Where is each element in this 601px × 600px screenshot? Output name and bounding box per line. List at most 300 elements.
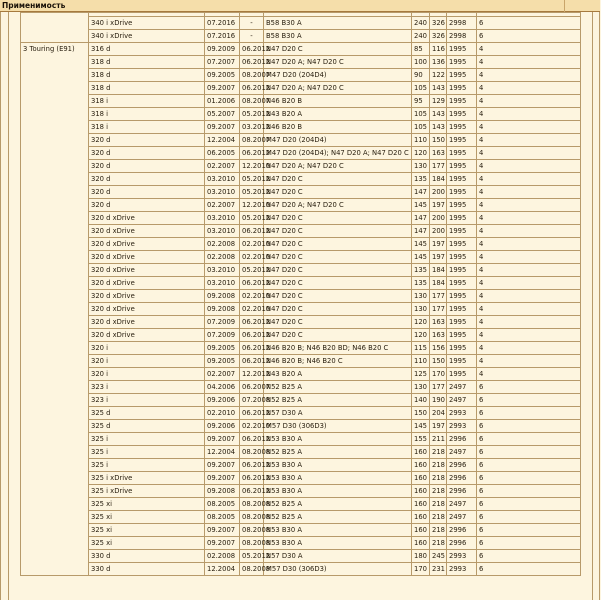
table-row xyxy=(21,524,581,537)
engine-cell: N47 D20 C xyxy=(264,212,412,225)
model-cell: 320 i xyxy=(89,342,205,355)
hp-cell: 156 xyxy=(430,342,447,355)
to-cell: 06.2012 xyxy=(240,485,264,498)
ccm-cell: 1995 xyxy=(447,342,477,355)
hp-cell: 204 xyxy=(430,407,447,420)
hp-cell: 218 xyxy=(430,498,447,511)
kw-cell: 120 xyxy=(412,147,430,160)
ccm-cell: 2996 xyxy=(447,524,477,537)
kw-cell: 130 xyxy=(412,290,430,303)
model-cell: 318 d xyxy=(89,56,205,69)
table-row xyxy=(21,290,581,303)
cyl-cell: 4 xyxy=(477,329,581,342)
model-cell: 325 i xyxy=(89,433,205,446)
cyl-cell: 4 xyxy=(477,69,581,82)
kw-cell: 135 xyxy=(412,277,430,290)
model-cell: 325 xi xyxy=(89,524,205,537)
ccm-cell: 2993 xyxy=(447,407,477,420)
applicability-table xyxy=(20,12,581,576)
from-cell: 12.2004 xyxy=(205,446,240,459)
from-cell: 09.2007 xyxy=(205,537,240,550)
hp-cell: 143 xyxy=(430,121,447,134)
from-cell: 09.2009 xyxy=(205,43,240,56)
table-row xyxy=(21,511,581,524)
hp-cell: 163 xyxy=(430,316,447,329)
from-cell: 09.2007 xyxy=(205,472,240,485)
hp-cell: 218 xyxy=(430,472,447,485)
table-row xyxy=(21,69,581,82)
model-cell: 318 i xyxy=(89,95,205,108)
model-cell: 320 d xyxy=(89,147,205,160)
kw-cell: 95 xyxy=(412,95,430,108)
cyl-cell: 4 xyxy=(477,290,581,303)
from-cell: 08.2005 xyxy=(205,498,240,511)
engine-cell: N57 D30 A xyxy=(264,550,412,563)
to-cell: 06.2012 xyxy=(240,459,264,472)
kw-cell: 100 xyxy=(412,56,430,69)
model-cell: 325 i xyxy=(89,459,205,472)
from-cell: 03.2010 xyxy=(205,225,240,238)
to-cell: 05.2012 xyxy=(240,173,264,186)
kw-cell: 105 xyxy=(412,108,430,121)
model-cell: 318 i xyxy=(89,108,205,121)
kw-cell: 170 xyxy=(412,563,430,576)
cyl-cell: 6 xyxy=(477,485,581,498)
kw-cell: 130 xyxy=(412,160,430,173)
table-row xyxy=(21,56,581,69)
engine-cell: N57 D30 A xyxy=(264,407,412,420)
kw-cell: 160 xyxy=(412,511,430,524)
frame-left-inner-line xyxy=(8,12,9,600)
engine-cell: N47 D20 C xyxy=(264,303,412,316)
hp-cell: 136 xyxy=(430,56,447,69)
ccm-cell: 2996 xyxy=(447,472,477,485)
to-cell: 02.2010 xyxy=(240,238,264,251)
table-row xyxy=(21,303,581,316)
hp-cell: 197 xyxy=(430,251,447,264)
kw-cell: 240 xyxy=(412,17,430,30)
table-row xyxy=(21,160,581,173)
table-row xyxy=(21,212,581,225)
to-cell: 02.2010 xyxy=(240,420,264,433)
hp-cell: 177 xyxy=(430,381,447,394)
kw-cell: 130 xyxy=(412,303,430,316)
model-cell: 318 d xyxy=(89,69,205,82)
kw-cell: 160 xyxy=(412,459,430,472)
kw-cell: 135 xyxy=(412,173,430,186)
engine-cell: N47 D20 C xyxy=(264,238,412,251)
ccm-cell: 1995 xyxy=(447,69,477,82)
table-row xyxy=(21,82,581,95)
to-cell: 05.2012 xyxy=(240,108,264,121)
kw-cell: 147 xyxy=(412,212,430,225)
ccm-cell: 2998 xyxy=(447,30,477,43)
ccm-cell: 2993 xyxy=(447,420,477,433)
ccm-cell: 1995 xyxy=(447,186,477,199)
cyl-cell: 4 xyxy=(477,316,581,329)
engine-cell: N47 D20 C xyxy=(264,225,412,238)
from-cell: 03.2010 xyxy=(205,173,240,186)
ccm-cell: 1995 xyxy=(447,264,477,277)
hp-cell: 143 xyxy=(430,108,447,121)
cyl-cell: 4 xyxy=(477,134,581,147)
to-cell: 08.2007 xyxy=(240,69,264,82)
cyl-cell: 4 xyxy=(477,368,581,381)
to-cell: 06.2012 xyxy=(240,277,264,290)
model-cell: 325 i xyxy=(89,446,205,459)
from-cell: 12.2004 xyxy=(205,134,240,147)
engine-cell: N53 B30 A xyxy=(264,485,412,498)
kw-cell: 145 xyxy=(412,199,430,212)
to-cell: 07.2008 xyxy=(240,394,264,407)
table-row xyxy=(21,459,581,472)
hp-cell: 129 xyxy=(430,95,447,108)
from-cell: 09.2005 xyxy=(205,355,240,368)
from-cell: 02.2008 xyxy=(205,550,240,563)
engine-cell: N46 B20 B; N46 B20 C xyxy=(264,355,412,368)
to-cell: 06.2012 xyxy=(240,329,264,342)
ccm-cell: 2497 xyxy=(447,446,477,459)
kw-cell: 120 xyxy=(412,329,430,342)
table-row xyxy=(21,199,581,212)
cyl-cell: 4 xyxy=(477,43,581,56)
to-cell: 05.2012 xyxy=(240,264,264,277)
to-cell: - xyxy=(240,30,264,43)
ccm-cell: 1995 xyxy=(447,56,477,69)
to-cell: 12.2012 xyxy=(240,368,264,381)
cyl-cell: 6 xyxy=(477,17,581,30)
hp-cell: 177 xyxy=(430,303,447,316)
to-cell: - xyxy=(240,17,264,30)
from-cell: 09.2008 xyxy=(205,303,240,316)
kw-cell: 160 xyxy=(412,446,430,459)
engine-cell: N47 D20 C xyxy=(264,186,412,199)
hp-cell: 163 xyxy=(430,147,447,160)
table-row xyxy=(21,43,581,56)
table-row xyxy=(21,251,581,264)
engine-cell: N47 D20 C xyxy=(264,277,412,290)
model-cell: 320 d xDrive xyxy=(89,303,205,316)
ccm-cell: 1995 xyxy=(447,43,477,56)
ccm-cell: 1995 xyxy=(447,160,477,173)
table-row xyxy=(21,186,581,199)
engine-cell: N53 B30 A xyxy=(264,537,412,550)
engine-cell: N47 D20 C xyxy=(264,290,412,303)
model-cell: 325 xi xyxy=(89,511,205,524)
header-right-cell xyxy=(564,0,601,12)
engine-cell: M47 D20 (204D4) xyxy=(264,134,412,147)
from-cell: 07.2016 xyxy=(205,17,240,30)
table-row xyxy=(21,472,581,485)
from-cell: 03.2010 xyxy=(205,186,240,199)
cyl-cell: 6 xyxy=(477,550,581,563)
to-cell: 12.2010 xyxy=(240,199,264,212)
engine-cell: N47 D20 A; N47 D20 C xyxy=(264,56,412,69)
engine-cell: N53 B30 A xyxy=(264,524,412,537)
ccm-cell: 1995 xyxy=(447,368,477,381)
cyl-cell: 4 xyxy=(477,82,581,95)
engine-cell: N47 D20 C xyxy=(264,43,412,56)
from-cell: 02.2008 xyxy=(205,238,240,251)
frame-left-line xyxy=(0,12,1,600)
to-cell: 06.2012 xyxy=(240,225,264,238)
engine-cell: N47 D20 C xyxy=(264,264,412,277)
cyl-cell: 4 xyxy=(477,199,581,212)
kw-cell: 105 xyxy=(412,82,430,95)
cyl-cell: 6 xyxy=(477,524,581,537)
engine-cell: M47 D20 (204D4) xyxy=(264,69,412,82)
to-cell: 02.2010 xyxy=(240,290,264,303)
from-cell: 09.2005 xyxy=(205,342,240,355)
table-row xyxy=(21,30,581,43)
to-cell: 08.2008 xyxy=(240,511,264,524)
to-cell: 12.2010 xyxy=(240,160,264,173)
from-cell: 09.2007 xyxy=(205,82,240,95)
ccm-cell: 2996 xyxy=(447,537,477,550)
hp-cell: 218 xyxy=(430,446,447,459)
table-row xyxy=(21,394,581,407)
to-cell: 06.2012 xyxy=(240,355,264,368)
table-row xyxy=(21,368,581,381)
hp-cell: 143 xyxy=(430,82,447,95)
to-cell: 06.2007 xyxy=(240,381,264,394)
ccm-cell: 2993 xyxy=(447,550,477,563)
engine-cell: N52 B25 A xyxy=(264,498,412,511)
table-row xyxy=(21,173,581,186)
model-cell: 320 d xDrive xyxy=(89,290,205,303)
model-cell: 320 d xyxy=(89,134,205,147)
from-cell: 03.2010 xyxy=(205,212,240,225)
table-row xyxy=(21,381,581,394)
to-cell: 06.2012 xyxy=(240,147,264,160)
table-row xyxy=(21,238,581,251)
ccm-cell: 2497 xyxy=(447,394,477,407)
ccm-cell: 1995 xyxy=(447,290,477,303)
from-cell: 04.2006 xyxy=(205,381,240,394)
engine-cell: B58 B30 A xyxy=(264,30,412,43)
table-row xyxy=(21,277,581,290)
engine-cell: N53 B30 A xyxy=(264,459,412,472)
hp-cell: 326 xyxy=(430,17,447,30)
table-row xyxy=(21,355,581,368)
hp-cell: 177 xyxy=(430,290,447,303)
applicability-header xyxy=(0,0,600,12)
table-row xyxy=(21,446,581,459)
hp-cell: 122 xyxy=(430,69,447,82)
model-cell: 320 d xDrive xyxy=(89,225,205,238)
model-cell: 325 i xDrive xyxy=(89,485,205,498)
hp-cell: 200 xyxy=(430,225,447,238)
to-cell: 06.2012 xyxy=(240,82,264,95)
hp-cell: 218 xyxy=(430,524,447,537)
engine-cell: N43 B20 A xyxy=(264,108,412,121)
cyl-cell: 6 xyxy=(477,433,581,446)
from-cell: 09.2008 xyxy=(205,290,240,303)
cyl-cell: 6 xyxy=(477,394,581,407)
engine-cell: N46 B20 B; N46 B20 BD; N46 B20 C xyxy=(264,342,412,355)
ccm-cell: 1995 xyxy=(447,251,477,264)
ccm-cell: 2996 xyxy=(447,433,477,446)
to-cell: 08.2008 xyxy=(240,537,264,550)
ccm-cell: 2993 xyxy=(447,563,477,576)
cyl-cell: 6 xyxy=(477,420,581,433)
cyl-cell: 4 xyxy=(477,238,581,251)
hp-cell: 197 xyxy=(430,199,447,212)
engine-cell: N46 B20 B xyxy=(264,121,412,134)
ccm-cell: 1995 xyxy=(447,173,477,186)
from-cell: 02.2010 xyxy=(205,407,240,420)
ccm-cell: 1995 xyxy=(447,95,477,108)
hp-cell: 218 xyxy=(430,485,447,498)
model-cell: 320 d xDrive xyxy=(89,238,205,251)
from-cell: 07.2007 xyxy=(205,56,240,69)
hp-cell: 150 xyxy=(430,134,447,147)
from-cell: 03.2010 xyxy=(205,277,240,290)
hp-cell: 184 xyxy=(430,277,447,290)
group-cell: 3 Touring (E91) xyxy=(21,43,89,576)
model-cell: 325 d xyxy=(89,420,205,433)
from-cell: 06.2005 xyxy=(205,147,240,160)
header-title: Применимость xyxy=(2,1,66,10)
engine-cell: B58 B30 A xyxy=(264,17,412,30)
kw-cell: 110 xyxy=(412,355,430,368)
ccm-cell: 1995 xyxy=(447,355,477,368)
ccm-cell: 1995 xyxy=(447,212,477,225)
kw-cell: 160 xyxy=(412,524,430,537)
kw-cell: 90 xyxy=(412,69,430,82)
cyl-cell: 6 xyxy=(477,537,581,550)
kw-cell: 140 xyxy=(412,394,430,407)
engine-cell: M57 D30 (306D3) xyxy=(264,563,412,576)
model-cell: 318 d xyxy=(89,82,205,95)
hp-cell: 245 xyxy=(430,550,447,563)
engine-cell: N52 B25 A xyxy=(264,511,412,524)
engine-cell: N46 B20 B xyxy=(264,95,412,108)
from-cell: 12.2004 xyxy=(205,563,240,576)
to-cell: 08.2007 xyxy=(240,95,264,108)
to-cell: 08.2007 xyxy=(240,134,264,147)
hp-cell: 218 xyxy=(430,511,447,524)
table-row xyxy=(21,498,581,511)
from-cell: 09.2008 xyxy=(205,485,240,498)
from-cell: 09.2005 xyxy=(205,69,240,82)
table-row xyxy=(21,134,581,147)
cyl-cell: 4 xyxy=(477,173,581,186)
model-cell: 320 d xyxy=(89,199,205,212)
cyl-cell: 4 xyxy=(477,160,581,173)
table-row xyxy=(21,407,581,420)
table-row xyxy=(21,550,581,563)
table-row xyxy=(21,433,581,446)
table-row xyxy=(21,225,581,238)
table-row xyxy=(21,537,581,550)
cyl-cell: 4 xyxy=(477,186,581,199)
ccm-cell: 1995 xyxy=(447,121,477,134)
ccm-cell: 1995 xyxy=(447,147,477,160)
kw-cell: 160 xyxy=(412,537,430,550)
table-row xyxy=(21,420,581,433)
model-cell: 320 d xDrive xyxy=(89,329,205,342)
from-cell: 09.2007 xyxy=(205,524,240,537)
to-cell: 06.2012 xyxy=(240,433,264,446)
hp-cell: 200 xyxy=(430,212,447,225)
frame-right-line xyxy=(599,12,600,600)
table-row xyxy=(21,264,581,277)
model-cell: 320 d xDrive xyxy=(89,264,205,277)
table-row xyxy=(21,147,581,160)
model-cell: 340 i xDrive xyxy=(89,17,205,30)
from-cell: 02.2008 xyxy=(205,251,240,264)
ccm-cell: 2996 xyxy=(447,459,477,472)
cyl-cell: 6 xyxy=(477,498,581,511)
hp-cell: 190 xyxy=(430,394,447,407)
from-cell: 08.2005 xyxy=(205,511,240,524)
model-cell: 318 i xyxy=(89,121,205,134)
applicability-rows xyxy=(21,13,581,576)
from-cell: 09.2007 xyxy=(205,433,240,446)
hp-cell: 184 xyxy=(430,173,447,186)
ccm-cell: 1995 xyxy=(447,277,477,290)
ccm-cell: 1995 xyxy=(447,82,477,95)
model-cell: 320 d xDrive xyxy=(89,251,205,264)
cyl-cell: 4 xyxy=(477,121,581,134)
from-cell: 02.2007 xyxy=(205,160,240,173)
engine-cell: N52 B25 A xyxy=(264,381,412,394)
kw-cell: 135 xyxy=(412,264,430,277)
kw-cell: 160 xyxy=(412,472,430,485)
to-cell: 08.2008 xyxy=(240,563,264,576)
cyl-cell: 4 xyxy=(477,147,581,160)
kw-cell: 180 xyxy=(412,550,430,563)
kw-cell: 125 xyxy=(412,368,430,381)
ccm-cell: 1995 xyxy=(447,238,477,251)
cyl-cell: 4 xyxy=(477,355,581,368)
engine-cell: N47 D20 A; N47 D20 C xyxy=(264,82,412,95)
table-row xyxy=(21,121,581,134)
model-cell: 320 d xyxy=(89,160,205,173)
cyl-cell: 6 xyxy=(477,407,581,420)
from-cell: 09.2007 xyxy=(205,121,240,134)
frame-right-inner-line xyxy=(592,12,593,600)
cyl-cell: 4 xyxy=(477,108,581,121)
kw-cell: 160 xyxy=(412,485,430,498)
cyl-cell: 4 xyxy=(477,264,581,277)
table-row xyxy=(21,95,581,108)
hp-cell: 184 xyxy=(430,264,447,277)
from-cell: 01.2006 xyxy=(205,95,240,108)
ccm-cell: 2497 xyxy=(447,381,477,394)
cyl-cell: 4 xyxy=(477,342,581,355)
engine-cell: M47 D20 (204D4); N47 D20 A; N47 D20 C xyxy=(264,147,412,160)
engine-cell: N53 B30 A xyxy=(264,472,412,485)
from-cell: 07.2009 xyxy=(205,329,240,342)
kw-cell: 120 xyxy=(412,316,430,329)
model-cell: 325 i xDrive xyxy=(89,472,205,485)
engine-cell: N47 D20 C xyxy=(264,329,412,342)
model-cell: 325 xi xyxy=(89,537,205,550)
hp-cell: 231 xyxy=(430,563,447,576)
to-cell: 06.2012 xyxy=(240,342,264,355)
hp-cell: 177 xyxy=(430,160,447,173)
table-row xyxy=(21,342,581,355)
to-cell: 05.2012 xyxy=(240,186,264,199)
kw-cell: 150 xyxy=(412,407,430,420)
from-cell: 09.2007 xyxy=(205,459,240,472)
hp-cell: 116 xyxy=(430,43,447,56)
model-cell: 325 d xyxy=(89,407,205,420)
to-cell: 06.2012 xyxy=(240,316,264,329)
table-row xyxy=(21,17,581,30)
